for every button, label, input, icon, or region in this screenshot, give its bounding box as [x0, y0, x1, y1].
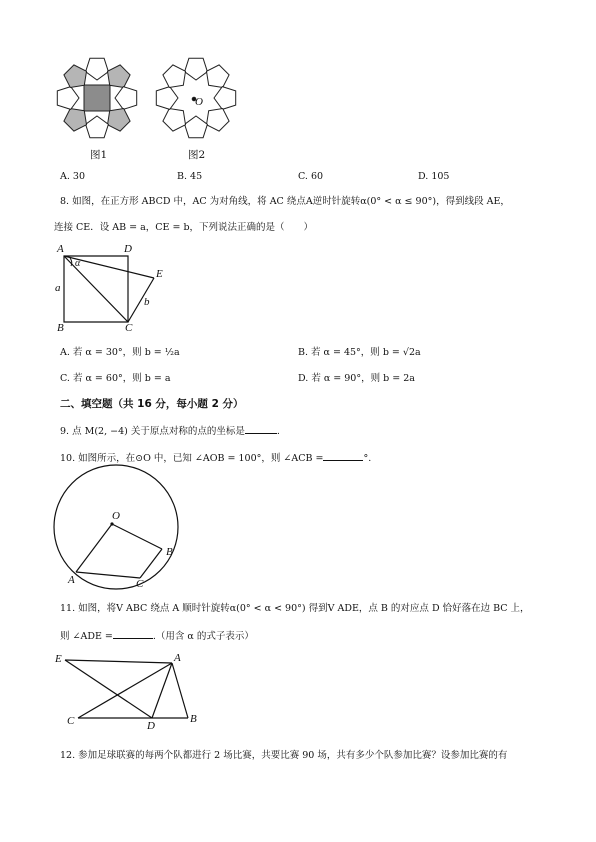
q7-option-c: C. 60 — [298, 171, 324, 182]
q8-label-alpha: α — [75, 258, 81, 269]
q10-label-O: O — [112, 510, 120, 522]
q10-label-A: A — [68, 574, 75, 586]
q8-label-B: B — [57, 322, 64, 334]
q7-option-b: B. 45 — [177, 171, 203, 182]
q11-stem-line1: 11. 如图，将V ABC 绕点 A 顺时针旋转α(0° < α < 90°) 得到V ADE，点 B 的对应点 D 恰好落在边 BC 上， — [60, 603, 530, 614]
q8-label-a-side: a — [55, 282, 61, 294]
figure-2-caption: 图2 — [188, 149, 206, 161]
q8-label-D: D — [124, 243, 132, 255]
q8-option-b: B. 若 α = 45°，则 b = √2a — [298, 347, 421, 358]
q7-option-a: A. 30 — [60, 171, 85, 182]
q8-stem-line1: 8. 如图，在正方形 ABCD 中，AC 为对角线，将 AC 绕点A逆时针旋转α(0° < α ≤ 90°)，得到线段 AE， — [60, 196, 510, 207]
q8-option-a: A. 若 α = 30°，则 b = ½a — [60, 347, 180, 358]
q11-label-E: E — [55, 653, 62, 665]
q8-label-E: E — [156, 268, 163, 280]
q11-label-C: C — [67, 715, 75, 727]
q11-text-a: 则 ∠ADE = — [60, 631, 113, 642]
q12-stem: 12. 参加足球联赛的每两个队都进行 2 场比赛，共要比赛 90 场，共有多少个队参加比赛？设参加比赛的有 — [60, 750, 508, 761]
section-2-heading: 二、填空题（共 16 分，每小题 2 分） — [60, 398, 244, 410]
q11-label-A: A — [174, 652, 181, 664]
q11-text-b: .（用含 α 的式子表示） — [152, 631, 254, 642]
q9-text: 9. 点 M(2, −4) 关于原点对称的点的坐标是 — [60, 426, 245, 437]
q11-label-B: B — [190, 713, 197, 725]
q10-text: 10. 如图所示，在⊙O 中，已知 ∠AOB = 100°，则 ∠ACB = — [60, 453, 324, 464]
q7-option-d: D. 105 — [418, 171, 450, 182]
q10-label-C: C — [136, 578, 144, 590]
figure-2-center-label: O — [195, 96, 203, 108]
q8-stem-line2: 连接 CE．设 AB = a，CE = b，下列说法正确的是（ ） — [54, 222, 314, 233]
q11-label-D: D — [147, 720, 155, 732]
q8-label-C: C — [125, 322, 133, 334]
q8-label-b-side: b — [144, 296, 150, 308]
q10-tail: °. — [363, 453, 372, 464]
q8-label-A: A — [57, 243, 64, 255]
q10-label-B: B — [166, 546, 173, 558]
q8-option-d: D. 若 α = 90°，则 b = 2a — [298, 373, 415, 384]
figure-1-caption: 图1 — [90, 149, 108, 161]
q9-tail: . — [276, 426, 280, 437]
q8-option-c: C. 若 α = 60°，则 b = a — [60, 373, 171, 384]
